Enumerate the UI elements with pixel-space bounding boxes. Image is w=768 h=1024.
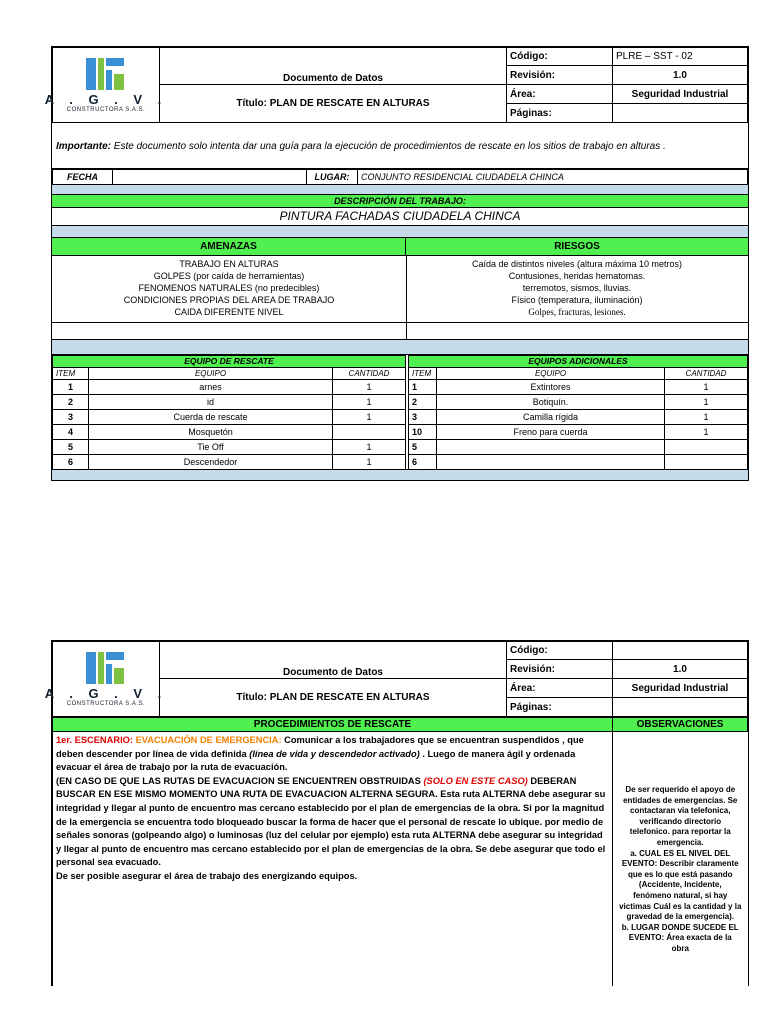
work-desc-value: PINTURA FACHADAS CIUDADELA CHINCA [52,208,748,226]
table-row [409,395,748,410]
item-cell: 3 [409,410,437,425]
item-cell: 3 [53,410,89,425]
item-cell: 2 [409,395,437,410]
work-desc-label: DESCRIPCIÓN DEL TRABAJO: [52,195,748,208]
cantidad-cell: 1 [333,440,406,455]
riesgo-item: Físico (temperatura, iluminación) [511,295,643,305]
item-cell: 6 [53,455,89,470]
lugar-value: CONJUNTO RESIDENCIAL CIUDADELA CHINCA [358,170,748,185]
company-logo [44,48,168,123]
pages-value [613,104,748,123]
observation-line: b. LUGAR DONDE SUCEDE EL EVENTO: Área exacta de la obra [621,922,739,953]
page-1 [44,46,749,481]
lugar-label: LUGAR: [307,170,358,185]
fecha-lugar-row [52,169,748,185]
spacer-band [52,469,748,480]
item-cell: 5 [53,440,89,455]
procedure-text: De ser posible asegurar el área de trabajo des energizando equipos. [56,870,358,881]
revision-value: 1.0 [613,660,748,679]
area-value: Seguridad Industrial [613,85,748,104]
procedure-text: Comunicar a los trabajadores que se encuentran suspendidos , que deben descender por línea de vida definida [56,735,584,759]
cantidad-cell [665,440,748,455]
revision-label: Revisión: [507,660,613,679]
cantidad-cell: 1 [333,410,406,425]
table-row [53,440,406,455]
equipo-cell: Descendedor [89,455,333,470]
item-cell: 1 [53,380,89,395]
table-row [409,380,748,395]
equipment-section [52,355,748,469]
item-cell: 2 [53,395,89,410]
company-logo [44,642,168,717]
col-item: ITEM [409,368,437,380]
cantidad-cell: 1 [333,380,406,395]
logo-mark-icon [76,648,136,688]
equipo-cell: id [89,395,333,410]
logo-subtitle: CONSTRUCTORA S.A.S. [66,107,146,113]
fecha-label: FECHA [53,170,113,185]
code-value [613,642,748,660]
riesgo-item: terremotos, sismos, lluvias. [522,283,632,293]
amenaza-item: CAIDA DIFERENTE NIVEL [174,307,284,317]
table-row [53,395,406,410]
table-row [409,455,748,470]
equipo-cell: Freno para cuerda [437,425,665,440]
equipo-cell: Tie Off [89,440,333,455]
riesgo-item: Caída de distintos niveles (altura máxima 10 metros) [471,259,683,269]
col-cantidad: CANTIDAD [333,368,406,380]
item-cell: 10 [409,425,437,440]
col-equipo: EQUIPO [437,368,665,380]
code-value: PLRE – SST - 02 [613,48,748,66]
observations-header: OBSERVACIONES [613,718,748,732]
pages-label: Páginas: [507,698,613,717]
amenazas-header: AMENAZAS [52,238,406,256]
important-label: Importante: [56,141,111,152]
item-cell: 5 [409,440,437,455]
amenaza-item: TRABAJO EN ALTURAS [179,259,279,269]
table-row [409,425,748,440]
rescue-equipment-table [52,355,406,470]
code-label: Código: [507,642,613,660]
table-row [53,425,406,440]
area-label: Área: [507,679,613,698]
revision-label: Revisión: [507,66,613,85]
col-equipo: EQUIPO [89,368,333,380]
table-row [409,440,748,455]
procedure-text: (línea de vida y descendedor activado) [249,748,420,759]
cantidad-cell: 1 [665,395,748,410]
equipo-cell: Camilla rígida [437,410,665,425]
observation-line: a. CUAL ES EL NIVEL DEL EVENTO: Describir claramente que es lo que está pasando (Accidente, Incidente, fenómeno natural, si hay victimas Cuál es la cantidad y la gravedad de la emergencia). [619,848,742,922]
equipo-cell: Extintores [437,380,665,395]
observations-text [613,732,748,986]
col-cantidad: CANTIDAD [665,368,748,380]
amenaza-item: FENOMENOS NATURALES (no predecibles) [138,283,320,293]
cantidad-cell [333,425,406,440]
header-table [44,641,748,717]
cantidad-cell: 1 [333,395,406,410]
cantidad-cell: 1 [665,380,748,395]
procedure-text: DEBERAN BUSCAR EN ESE MISMO MOMENTO UNA RUTA DE EVACUACION ALTERNA SEGURA. Esta ruta ALTERNA debe asegurar su integridad y llegar al punto de encuentro mas cercano establecido por el plan de emergencias de la obra. Si por la magnitud de la emergencia se encuentra todo bloqueado buscar la forma de hacer que el personal de rescate lo ubique. por medio de señales sonoras (golpeando algo) o luminosas (luz del celular por ejemplo) esta ruta ALTERNA debe asegurar su integridad y llegar al punto de encuentro mas cercano establecido por el plan de emergencias de la obra. Se debe asegurar que todo el personal sea evacuado. [56,775,606,868]
pages-label: Páginas: [507,104,613,123]
amenaza-item: GOLPES (por caída de herramientas) [153,271,305,281]
important-text: Este documento solo intenta dar una guía para la ejecución de procedimientos de rescate en los sitios de trabajo en alturas . [113,141,666,152]
doc-subtitle: Título: PLAN DE RESCATE EN ALTURAS [160,85,507,123]
amenaza-item: CONDICIONES PROPIAS DEL AREA DE TRABAJO [123,295,335,305]
cantidad-cell: 1 [665,425,748,440]
equipo-cell [437,455,665,470]
header-table [44,47,748,123]
scenario-label: 1er. ESCENARIO: [56,735,133,745]
table-row [53,455,406,470]
col-item: ITEM [53,368,89,380]
equipo-cell: Mosquetón [89,425,333,440]
riesgos-header: RIESGOS [406,238,748,256]
procedure-text: . Luego de manera ágil y ordenada evacuar el área de trabajo por la ruta de evacuación. [56,748,576,773]
item-cell: 4 [53,425,89,440]
table-row [409,410,748,425]
additional-equipment-header: EQUIPOS ADICIONALES [409,356,748,368]
table-row [53,380,406,395]
equipo-cell [437,440,665,455]
spacer-band [52,340,748,355]
procedures-header: PROCEDIMIENTOS DE RESCATE [53,718,613,732]
fecha-value [113,170,307,185]
equipo-cell: Cuerda de rescate [89,410,333,425]
page-2 [44,640,749,986]
logo-letters: A . G . V . [44,92,168,107]
spacer-band [52,185,748,195]
doc-title: Documento de Datos [160,642,507,679]
revision-value: 1.0 [613,66,748,85]
cantidad-cell [665,455,748,470]
area-value: Seguridad Industrial [613,679,748,698]
riesgo-item: Golpes, fracturas, lesiones. [528,307,626,317]
logo-subtitle: CONSTRUCTORA S.A.S. [66,701,146,707]
cantidad-cell: 1 [665,410,748,425]
procedures-table [52,717,748,986]
threats-risks-section [52,238,748,340]
observation-line: De ser requerido el apoyo de entidades de emergencias. Se contactaran via telefonica, verificando directorio telefonico. para reportar la emergencia. [623,785,738,847]
code-label: Código: [507,48,613,66]
riesgo-item: Contusiones, heridas hematomas. [508,271,646,281]
doc-title: Documento de Datos [160,48,507,85]
rescue-equipment-header: EQUIPO DE RESCATE [53,356,406,368]
logo-letters: A . G . V . [44,686,168,701]
procedures-text [53,732,613,986]
doc-subtitle: Título: PLAN DE RESCATE EN ALTURAS [160,679,507,717]
procedure-highlight: (SOLO EN ESTE CASO) [423,775,528,786]
item-cell: 6 [409,455,437,470]
equipo-cell: arnes [89,380,333,395]
item-cell: 1 [409,380,437,395]
area-label: Área: [507,85,613,104]
spacer-band [52,226,748,238]
pages-value [613,698,748,717]
important-note [52,123,748,169]
equipo-cell: Botiquín. [437,395,665,410]
additional-equipment-table [408,355,748,470]
table-row [53,410,406,425]
cantidad-cell: 1 [333,455,406,470]
procedure-text: (EN CASO DE QUE LAS RUTAS DE EVACUACION SE ENCUENTREN OBSTRUIDAS [56,775,424,786]
scenario-title: EVACUACIÓN DE EMERGENCIA: [132,735,282,745]
logo-mark-icon [76,54,136,94]
